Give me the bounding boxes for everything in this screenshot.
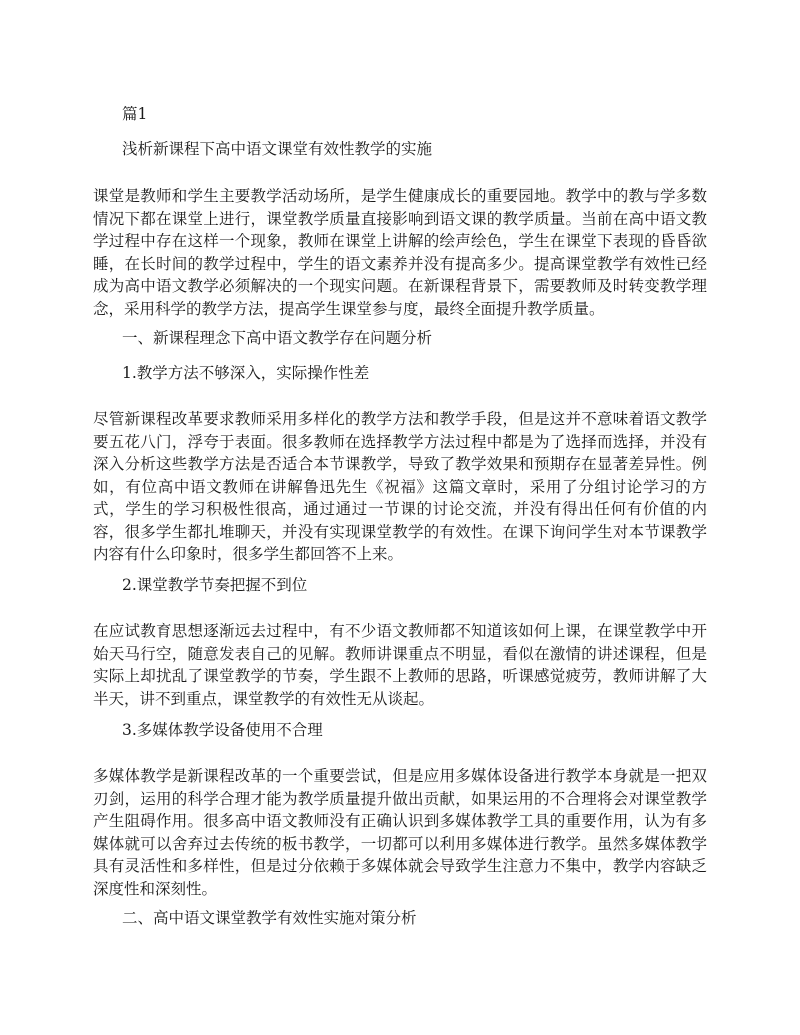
subheading-teaching-methods: 1.教学方法不够深入，实际操作性差 <box>122 364 370 382</box>
paragraph-classroom-rhythm: 在应试教育思想逐渐远去过程中，有不少语文教师都不知道该如何上课，在课堂教学中开始天马行空，随意发表自己的见解。教师讲课重点不明显，看似在激情的讲述课程，但是实际上却扰乱了课堂教学的节奏，学生跟不上教师的思路，听课感觉疲劳，教师讲解了大半天，讲不到重点，课堂教学的有效性无从谈起。 <box>93 622 707 708</box>
subheading-classroom-rhythm: 2.课堂教学节奏把握不到位 <box>122 576 308 594</box>
section-label: 篇1 <box>122 105 148 123</box>
paragraph-intro: 课堂是教师和学生主要教学活动场所，是学生健康成长的重要园地。教学中的教与学多数情况下都在课堂上进行，课堂教学质量直接影响到语文课的教学质量。当前在高中语文教学过程中存在这样一个现象，教师在课堂上讲解的绘声绘色，学生在课堂下表现的昏昏欲睡，在长时间的教学过程中，学生的语文素养并没有提高多少。提高课堂教学有效性已经成为高中语文教学必须解决的一个现实问题。在新课程背景下，需要教师及时转变教学理念，采用科学的教学方法，提高学生课堂参与度，最终全面提升教学质量。 <box>93 187 707 318</box>
paragraph-multimedia: 多媒体教学是新课程改革的一个重要尝试，但是应用多媒体设备进行教学本身就是一把双刃剑，运用的科学合理才能为教学质量提升做出贡献，如果运用的不合理将会对课堂教学产生阻碍作用。很多高中语文教师没有正确认识到多媒体教学工具的重要作用，认为有多媒体就可以舍弃过去传统的板书教学，一切都可以利用多媒体进行教学。虽然多媒体教学具有灵活性和多样性，但是过分依赖于多媒体就会导致学生注意力不集中，教学内容缺乏深度性和深刻性。 <box>93 767 707 898</box>
section-heading-1: 一、新课程理念下高中语文教学存在问题分析 <box>122 329 433 347</box>
paragraph-teaching-methods: 尽管新课程改革要求教师采用多样化的教学方法和教学手段，但是这并不意味着语文教学要五花八门，浮夸于表面。很多教师在选择教学方法过程中都是为了选择而选择，并没有深入分析这些教学方法是否适合本节课教学，导致了教学效果和预期存在显著差异性。例如，有位高中语文教师在讲解鲁迅先生《祝福》这篇文章时，采用了分组讨论学习的方式，学生的学习积极性很高，通过通过一节课的讨论交流，并没有得出任何有价值的内容，很多学生都扎堆聊天，并没有实现课堂教学的有效性。在课下询问学生对本节课教学内容有什么印象时，很多学生都回答不上来。 <box>93 410 707 563</box>
subheading-multimedia: 3.多媒体教学设备使用不合理 <box>122 721 323 739</box>
article-title: 浅析新课程下高中语文课堂有效性教学的实施 <box>122 140 433 158</box>
section-heading-2: 二、高中语文课堂教学有效性实施对策分析 <box>122 909 417 927</box>
